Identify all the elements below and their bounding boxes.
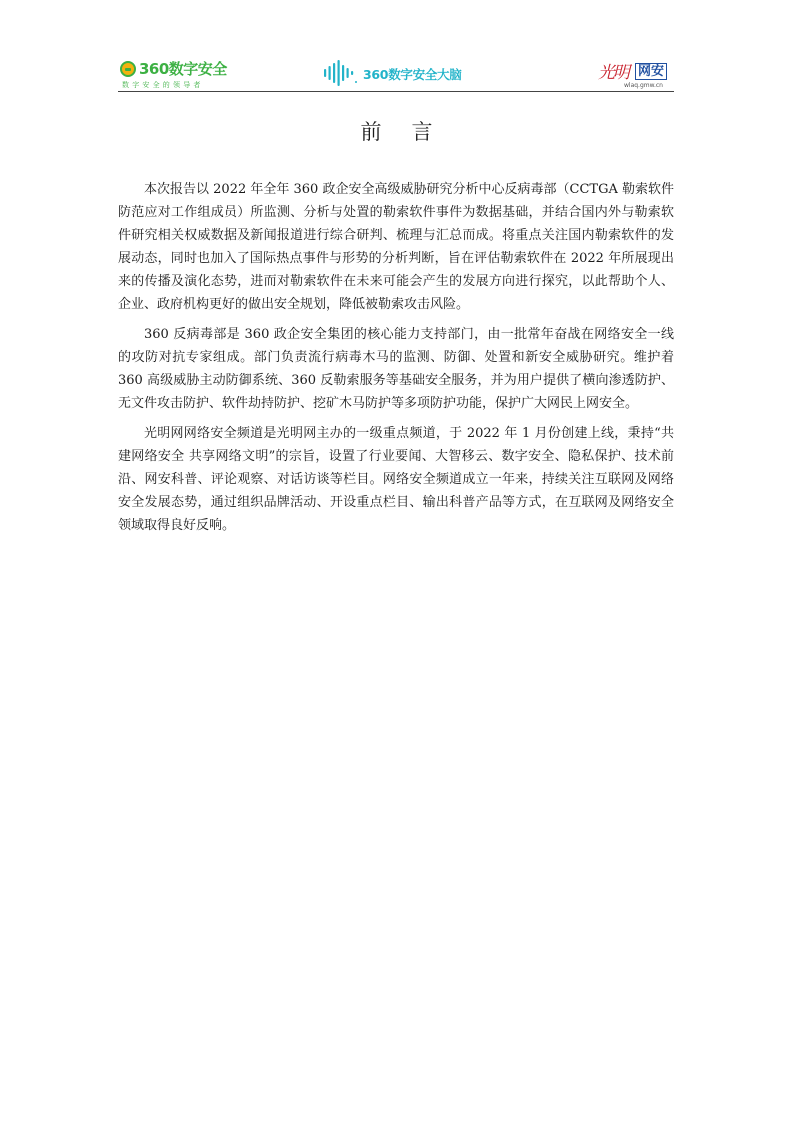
preface-paragraph-3: 光明网网络安全频道是光明网主办的一级重点频道，于 2022 年 1 月份创建上线，秉持“共建网络安全 共享网络文明”的宗旨，设置了行业要闻、大智移云、数字安全、隐私保护、技术前沿、网安科普、评论观察、对话访谈等栏目。网络安全频道成立一年来，持续关注互联网及网络安全发展态势，通过组织品牌活动、开设重点栏目、输出科普产品等方式，在互联网及网络安全领域取得良好反响。 <box>118 426 674 533</box>
gmw-cyber-security-logo <box>598 58 674 90</box>
left-logo-tagline: 数字安全的领导者 <box>122 81 204 89</box>
360-digital-security-logo <box>118 58 248 90</box>
page-title: 前言 <box>360 120 463 144</box>
right-logo-url: wlaq.gmw.cn <box>624 82 663 89</box>
preface-body <box>118 178 674 544</box>
360-ring-icon <box>120 61 136 77</box>
right-logo-script: 光明 <box>598 63 628 83</box>
left-logo-brand: 360数字安全 <box>139 60 227 78</box>
page-header <box>118 56 674 92</box>
360-security-brain-logo <box>323 60 483 88</box>
preface-paragraph-1: 本次报告以 2022 年全年 360 政企安全高级威胁研究分析中心反病毒部（CCTGA 勒索软件防范应对工作组成员）所监测、分析与处置的勒索软件事件为数据基础，并结合国内外与勒索软件研究相关权威数据及新闻报道进行综合研判、梳理与汇总而成。将重点关注国内勒索软件的发展动态，同时也加入了国际热点事件与形势的分析判断，旨在评估勒索软件在 2022 年所展现出来的传播及演化态势，进而对勒索软件在未来可能会产生的发展方向进行探究，以此帮助个人、企业、政府机构更好的做出安全规划，降低被勒索攻击风险。 <box>118 182 674 312</box>
header-divider <box>118 91 674 92</box>
right-logo-badge: 网安 <box>635 63 667 80</box>
sound-wave-icon <box>323 60 357 86</box>
preface-paragraph-2: 360 反病毒部是 360 政企安全集团的核心能力支持部门，由一批常年奋战在网络安全一线的攻防对抗专家组成。部门负责流行病毒木马的监测、防御、处置和新安全威胁研究。维护着 360 高级威胁主动防御系统、360 反勒索服务等基础安全服务，并为用户提供了横向渗透防护、无文件攻击防护、软件劫持防护、挖矿木马防护等多项防护功能，保护广大网民上网安全。 <box>118 327 674 411</box>
center-logo-brand: 360数字安全大脑 <box>363 67 462 82</box>
